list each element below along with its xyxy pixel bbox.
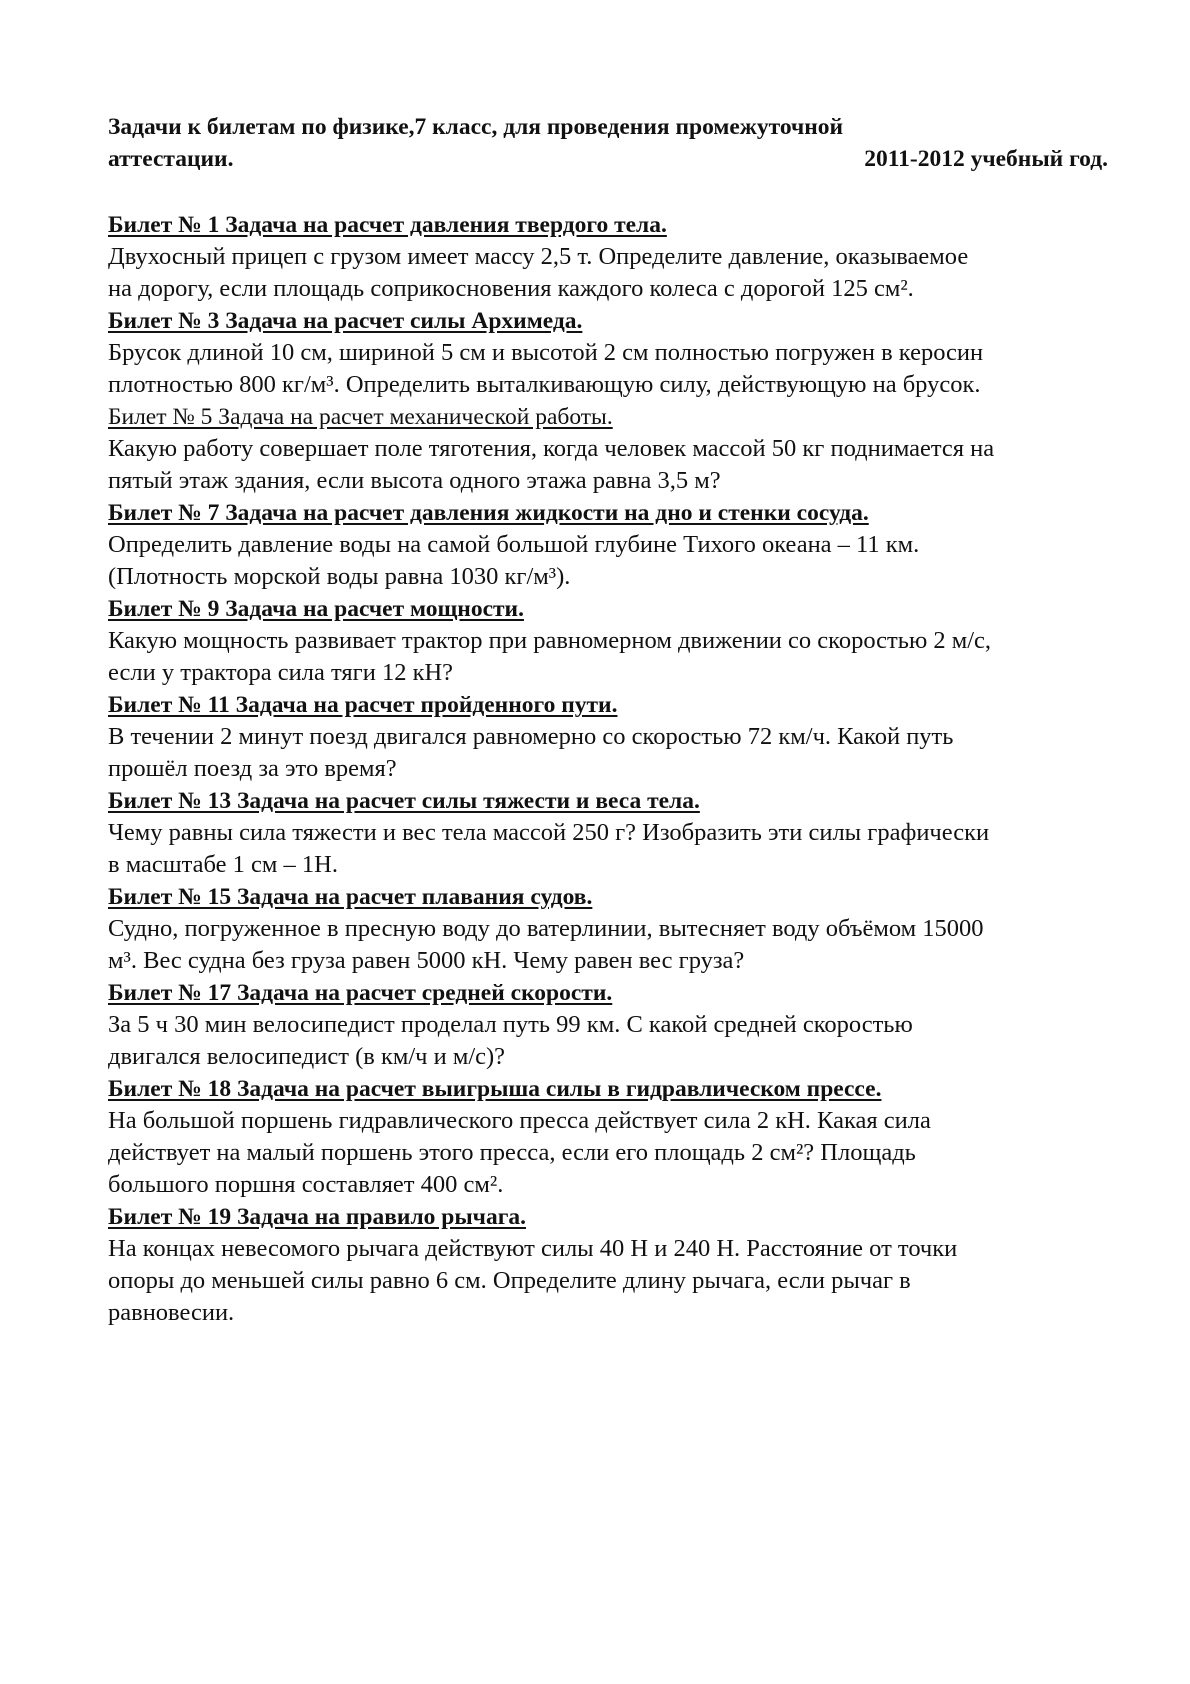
problem-line: Двухосный прицеп с грузом имеет массу 2,5 т. Определите давление, оказываемое xyxy=(108,243,969,270)
ticket-problem-text xyxy=(108,1105,1138,1201)
header-school-year: 2011-2012 учебный год. xyxy=(864,146,1108,172)
problem-line: За 5 ч 30 мин велосипедист проделал путь 99 км. С какой средней скоростью xyxy=(108,1011,913,1038)
ticket-heading: Билет № 18 Задача на расчет выигрыша силы в гидравлическом прессе. xyxy=(108,1076,882,1102)
problem-line: Какую работу совершает поле тяготения, когда человек массой 50 кг поднимается на xyxy=(108,435,995,462)
ticket-18 xyxy=(108,1073,1138,1201)
problem-line: двигался велосипедист (в км/ч и м/с)? xyxy=(108,1043,506,1070)
problem-line: равновесии. xyxy=(108,1299,235,1326)
problem-line: Чему равны сила тяжести и вес тела массой 250 г? Изобразить эти силы графически xyxy=(108,819,990,846)
ticket-3 xyxy=(108,305,1138,401)
problem-line: действует на малый поршень этого пресса, если его площадь 2 см²? Площадь xyxy=(108,1139,916,1166)
problem-line: На концах невесомого рычага действуют силы 40 Н и 240 Н. Расстояние от точки xyxy=(108,1235,958,1262)
problem-line: м³. Вес судна без груза равен 5000 кН. Чему равен вес груза? xyxy=(108,947,745,974)
ticket-17 xyxy=(108,977,1138,1073)
ticket-heading: Билет № 17 Задача на расчет средней скорости. xyxy=(108,980,613,1006)
header-title-line2 xyxy=(108,143,1108,175)
ticket-15 xyxy=(108,881,1138,977)
ticket-problem-text xyxy=(108,337,1138,401)
problem-line: Брусок длиной 10 см, шириной 5 см и высотой 2 см полностью погружен в керосин xyxy=(108,339,984,366)
ticket-problem-text xyxy=(108,1233,1138,1329)
problem-line: Определить давление воды на самой большой глубине Тихого океана – 11 км. xyxy=(108,531,920,558)
document-header xyxy=(108,111,1108,175)
ticket-problem-text xyxy=(108,817,1138,881)
problem-line: Судно, погруженное в пресную воду до ватерлинии, вытесняет воду объёмом 15000 xyxy=(108,915,984,942)
ticket-heading: Билет № 3 Задача на расчет силы Архимеда. xyxy=(108,308,583,334)
ticket-heading: Билет № 7 Задача на расчет давления жидкости на дно и стенки сосуда. xyxy=(108,500,869,526)
problem-line: в масштабе 1 см – 1Н. xyxy=(108,851,338,878)
ticket-7 xyxy=(108,497,1138,593)
ticket-heading: Билет № 1 Задача на расчет давления твердого тела. xyxy=(108,212,667,238)
ticket-9 xyxy=(108,593,1138,689)
header-title-line1: Задачи к билетам по физике,7 класс, для проведения промежуточной xyxy=(108,114,844,140)
ticket-11 xyxy=(108,689,1138,785)
problem-line: опоры до меньшей силы равно 6 см. Определите длину рычага, если рычаг в xyxy=(108,1267,911,1294)
ticket-heading: Билет № 19 Задача на правило рычага. xyxy=(108,1204,526,1230)
ticket-heading: Билет № 5 Задача на расчет механической работы. xyxy=(108,404,613,430)
header-attestation-text: аттестации. xyxy=(108,146,234,172)
problem-line: На большой поршень гидравлического пресса действует сила 2 кН. Какая сила xyxy=(108,1107,931,1134)
problem-line: плотностью 800 кг/м³. Определить выталкивающую силу, действующую на брусок. xyxy=(108,371,981,398)
ticket-list xyxy=(108,209,1138,1329)
ticket-problem-text xyxy=(108,625,1138,689)
problem-line: пятый этаж здания, если высота одного этажа равна 3,5 м? xyxy=(108,467,721,494)
ticket-problem-text xyxy=(108,913,1138,977)
problem-line: (Плотность морской воды равна 1030 кг/м³). xyxy=(108,563,571,590)
ticket-heading: Билет № 11 Задача на расчет пройденного пути. xyxy=(108,692,618,718)
ticket-heading: Билет № 9 Задача на расчет мощности. xyxy=(108,596,524,622)
ticket-problem-text xyxy=(108,721,1138,785)
ticket-19 xyxy=(108,1201,1138,1329)
ticket-13 xyxy=(108,785,1138,881)
problem-line: В течении 2 минут поезд двигался равномерно со скоростью 72 км/ч. Какой путь xyxy=(108,723,954,750)
ticket-problem-text xyxy=(108,241,1138,305)
problem-line: большого поршня составляет 400 см². xyxy=(108,1171,504,1198)
ticket-problem-text xyxy=(108,433,1138,497)
ticket-problem-text xyxy=(108,1009,1138,1073)
ticket-1 xyxy=(108,209,1138,305)
ticket-problem-text xyxy=(108,529,1138,593)
problem-line: Какую мощность развивает трактор при равномерном движении со скоростью 2 м/с, xyxy=(108,627,992,654)
ticket-5 xyxy=(108,401,1138,497)
ticket-heading: Билет № 15 Задача на расчет плавания судов. xyxy=(108,884,593,910)
problem-line: на дорогу, если площадь соприкосновения каждого колеса с дорогой 125 см². xyxy=(108,275,914,302)
ticket-heading: Билет № 13 Задача на расчет силы тяжести и веса тела. xyxy=(108,788,700,814)
problem-line: прошёл поезд за это время? xyxy=(108,755,397,782)
problem-line: если у трактора сила тяги 12 кН? xyxy=(108,659,454,686)
